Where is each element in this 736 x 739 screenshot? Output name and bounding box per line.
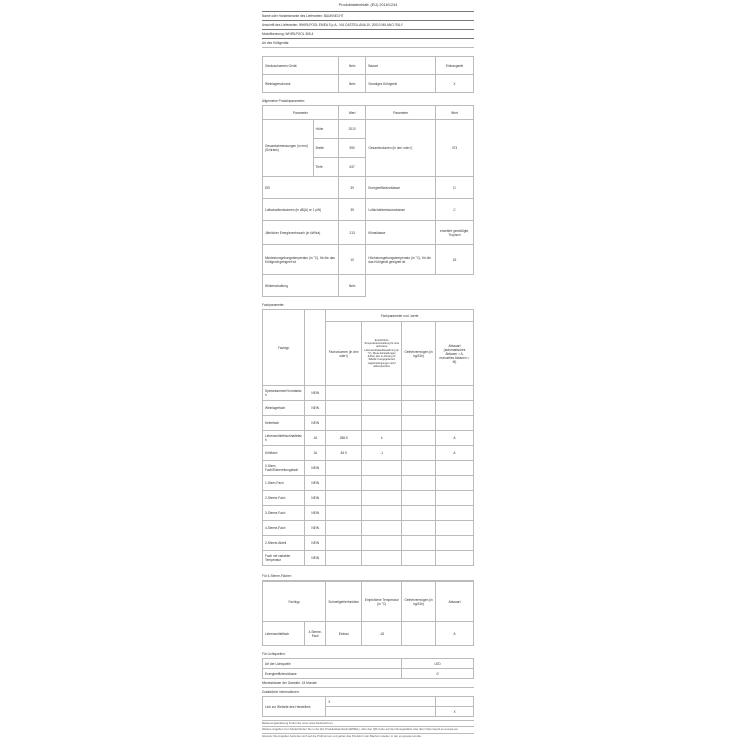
general-header: Parameter — [263, 106, 339, 120]
type-cell: Weinlagerschrank — [263, 75, 339, 93]
fach-value: NEIN — [305, 386, 326, 401]
fach-table — [262, 309, 474, 566]
star-header: Empfohlene Temperatur (in °C) — [362, 582, 402, 622]
fach-value — [402, 476, 436, 491]
star-header: Schnellgefrierfunktion — [326, 582, 362, 622]
fach-value — [402, 401, 436, 416]
star-cell: -18 — [362, 622, 402, 646]
fach-value — [402, 491, 436, 506]
table-row — [263, 461, 474, 476]
fach-value — [402, 551, 436, 566]
fach-value — [326, 476, 362, 491]
star-cell: Lebensmittelfach — [263, 622, 305, 646]
general-value: 35 — [338, 199, 365, 221]
table-row — [263, 401, 474, 416]
dims-value: 637 — [338, 158, 365, 177]
fach-value — [326, 491, 362, 506]
fach-value — [326, 521, 362, 536]
fach-value — [402, 446, 436, 461]
fach-type: 4-Sterne-Fach — [263, 521, 305, 536]
dims-param: Höhe — [313, 120, 338, 139]
table-row — [263, 521, 474, 536]
fach-value — [435, 551, 473, 566]
general-param — [366, 275, 436, 297]
general-param: Mindestumgebungstemperatur (in °C), für die das Kühlgerät geeignet ist — [263, 245, 339, 275]
fach-value: JA — [305, 431, 326, 446]
type-cell: Sonstiges Kühlgerät — [366, 75, 436, 93]
star-cell: 4-Sterne-Fach — [305, 622, 326, 646]
product-datasheet — [262, 0, 474, 736]
extra-value: X — [326, 697, 436, 707]
fach-value — [362, 416, 402, 431]
fach-value — [402, 431, 436, 446]
fach-value — [362, 476, 402, 491]
star-header: Fachtyp — [263, 582, 326, 622]
dims-label: Gesamtabmessungen (in mm) (Schrank) — [263, 120, 314, 177]
fach-value — [402, 536, 436, 551]
footnote: Weitere Angaben zum Modell finden Sie in der EU-Produktdatenbank (EPREL), über den QR-Code auf dem Energielabel oder über https://eprel.ec.europa.eu/ — [262, 727, 459, 732]
general-param: Jährlicher Energieverbrauch (in kWh/a) — [263, 221, 339, 245]
fach-value: NEIN — [305, 536, 326, 551]
general-header: Wert — [338, 106, 365, 120]
fach-value: A — [435, 431, 473, 446]
type-cell: X — [436, 75, 474, 93]
fach-value — [362, 461, 402, 476]
fach-type: Fach mit variabler Temperatur — [263, 551, 305, 566]
general-param: Höchstumgebungstemperatur (in °C), für die das Kühlgerät geeignet ist — [366, 245, 436, 275]
fach-value — [435, 416, 473, 431]
type-table — [262, 56, 474, 93]
extra-table — [262, 696, 474, 717]
general-param: Klimaklasse — [366, 221, 436, 245]
light-value: G — [402, 669, 474, 679]
general-param: EEI — [263, 177, 339, 199]
fach-value: 84.9 — [326, 446, 362, 461]
fach-value — [435, 476, 473, 491]
table-row — [263, 551, 474, 566]
type-cell: Nein — [338, 75, 365, 93]
fach-value — [326, 536, 362, 551]
fach-value — [362, 521, 402, 536]
fach-value: NEIN — [305, 461, 326, 476]
fach-value: A — [435, 446, 473, 461]
fach-value: NEIN — [305, 476, 326, 491]
general-param: Luftschallemissionsklasse — [366, 199, 436, 221]
fach-type: 3-Sterne-Fach — [263, 506, 305, 521]
footnote: Bedienungsanleitung finden Sie unter www.bauknecht.eu — [262, 721, 333, 725]
fach-value — [435, 491, 473, 506]
fach-heading: Fachparameter: — [262, 303, 285, 307]
fach-type: 0-Stern-Fach/Eisbereitungsfach — [263, 461, 305, 476]
fach-value — [326, 416, 362, 431]
table-row — [263, 491, 474, 506]
general-header: Wert — [435, 106, 473, 120]
fach-value — [326, 551, 362, 566]
fach-value — [362, 536, 402, 551]
fach-type: Kühlfach — [263, 446, 305, 461]
fach-value — [435, 461, 473, 476]
supplier-line: Name oder Handelsmarke des Lieferanten: BAUKNECHT — [262, 14, 344, 18]
fach-value: -1 — [362, 446, 402, 461]
fach-type: Kellerfach — [263, 416, 305, 431]
fach-type: 2-Sterne-Fach — [263, 491, 305, 506]
volume-label: Gesamtvolumen (in dm³ oder l) — [366, 120, 436, 177]
star-cell — [402, 622, 436, 646]
dims-param: Tiefe — [313, 158, 338, 177]
fach-value: NEIN — [305, 416, 326, 431]
fach-type: Speisekammer/Vorratsfach — [263, 386, 305, 401]
star-cell: A — [435, 622, 473, 646]
extra-value: X — [436, 707, 474, 717]
page-title: Produktdatenblatt: (EU) 2016/1244 — [338, 3, 398, 7]
light-value: LED — [402, 659, 474, 669]
fach-value — [435, 506, 473, 521]
footnote: Hinweis: Die Angaben beziehen sich auf die Prüfnormen und geben das Produkt in der Bauform wieder, in der es getestet wurde. — [262, 733, 422, 738]
warranty-line: Mindestdauer der Garantie: 24 Monate — [262, 681, 317, 685]
general-param: Winterschaltung — [263, 275, 339, 297]
general-heading: Allgemeine Produktparameter: — [262, 99, 306, 103]
general-value — [435, 275, 473, 297]
extra-heading: Zusätzliche Informationen: — [262, 690, 300, 694]
general-value: C — [435, 199, 473, 221]
fach-value — [435, 536, 473, 551]
fach-value — [326, 386, 362, 401]
fach-value — [326, 506, 362, 521]
table-row — [263, 476, 474, 491]
general-value: 39 — [338, 177, 365, 199]
fach-value — [362, 506, 402, 521]
dims-value: 590 — [338, 139, 365, 158]
star-header: Abtauart — [435, 582, 473, 622]
table-row — [263, 446, 474, 461]
fach-value — [326, 401, 362, 416]
table-row — [263, 431, 474, 446]
light-param: Energieeffizienzklasse — [263, 669, 402, 679]
fach-value: JA — [305, 446, 326, 461]
dims-param: Breite — [313, 139, 338, 158]
type-cell: Nein — [338, 57, 365, 75]
type-cell: Geräuscharmes Gerät — [263, 57, 339, 75]
fach-value — [362, 386, 402, 401]
general-table — [262, 105, 474, 297]
fach-header: Fachvolumen (in dm³ oder l) — [326, 322, 362, 386]
general-value: Nein — [338, 275, 365, 297]
fach-type: Lebensmittelfrischhaltefach — [263, 431, 305, 446]
dims-value: 2010 — [338, 120, 365, 139]
light-param: Art der Lichtquelle — [263, 659, 402, 669]
general-param: Energieeffizienzklasse — [366, 177, 436, 199]
fach-type: 2-Sterne-Abteil — [263, 536, 305, 551]
extra-param: Link zur Website des Herstellers — [263, 697, 326, 717]
light-heading: Für Lichtquellen: — [262, 652, 286, 656]
general-value: 213 — [338, 221, 365, 245]
general-value: D — [435, 177, 473, 199]
fach-value — [362, 551, 402, 566]
volume-value: 373 — [435, 120, 473, 177]
fach-value — [435, 386, 473, 401]
fach-header-blank — [305, 310, 326, 386]
table-row — [263, 386, 474, 401]
fach-value — [435, 521, 473, 536]
fach-value: NEIN — [305, 491, 326, 506]
fach-header: Abtauart (automatisches Abtauen = A, manuelles Abtauen = M) — [435, 322, 473, 386]
fach-value: NEIN — [305, 551, 326, 566]
general-header: Parameter — [366, 106, 436, 120]
fach-value — [362, 491, 402, 506]
fach-value: 288.5 — [326, 431, 362, 446]
type-line: Art des Kühlgeräts: — [262, 41, 290, 45]
fach-value — [402, 386, 436, 401]
fach-header: Empfohlene Temperatureinstellung für eine optimierte Lebensmittelaufbewahrung (in °C). Diese Einstellungen dürfen den in Anhang IV Tabelle 3 angegebenen Lagerbedingungen nicht widersprechen — [362, 322, 402, 386]
fach-value — [435, 401, 473, 416]
type-cell: Einbaugerät — [436, 57, 474, 75]
fach-type: Weinlagerfach — [263, 401, 305, 416]
type-cell: Bauart — [366, 57, 436, 75]
table-row — [263, 416, 474, 431]
fach-value — [402, 461, 436, 476]
fach-header-group: Fachparameter und -werte — [326, 310, 474, 322]
address-line: Anschrift des Lieferanten: WHIRLPOOL EMEA S.p.A., VIA CASTELLANA 10, 20010 MILANO ITALY — [262, 23, 403, 27]
general-param: Luftschallemissionen (in dB(A) re 1 pW) — [263, 199, 339, 221]
extra-value — [326, 707, 436, 717]
general-value: erweitert gemäßigte, Tropisch — [435, 221, 473, 245]
light-table — [262, 658, 474, 679]
general-value: 43 — [435, 245, 473, 275]
model-line: Modellkennung: WHIRLPOOL 365-4 — [262, 32, 314, 36]
fach-value: NEIN — [305, 506, 326, 521]
star-header: Gefriervermögen (in kg/24h) — [402, 582, 436, 622]
extra-value — [436, 697, 474, 707]
fach-value — [402, 506, 436, 521]
fach-type: 1-Stern-Fach — [263, 476, 305, 491]
table-row — [263, 506, 474, 521]
fach-value: 4 — [362, 431, 402, 446]
fach-value: NEIN — [305, 401, 326, 416]
star-heading: Für 4-Sterne-Fächer: — [262, 574, 292, 578]
fach-value: NEIN — [305, 521, 326, 536]
table-row — [263, 536, 474, 551]
fach-value — [402, 416, 436, 431]
fach-value — [402, 521, 436, 536]
fach-value — [326, 461, 362, 476]
fach-value — [362, 401, 402, 416]
fach-header: Gefriervermögen (in kg/24h) — [402, 322, 436, 386]
star-table — [262, 581, 474, 646]
fach-header: Fachtyp — [263, 310, 305, 386]
star-cell: Einbau — [326, 622, 362, 646]
general-value: 10 — [338, 245, 365, 275]
